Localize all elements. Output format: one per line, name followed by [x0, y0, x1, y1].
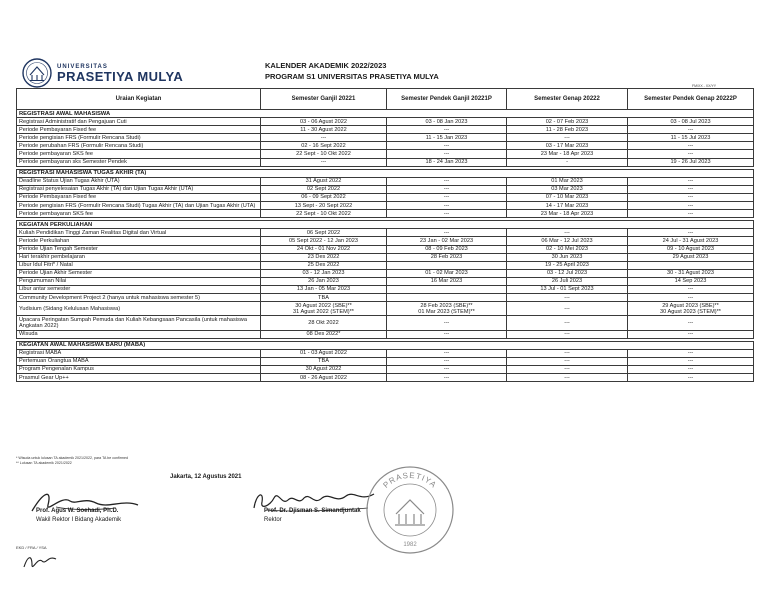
date-cell: 13 Sept - 20 Sept 2022 [261, 202, 387, 210]
table-row [17, 261, 754, 269]
section-title: KEGIATAN PERKULIAHAN [17, 221, 754, 229]
header-ganjil: Semester Ganjil 20221 [261, 89, 387, 110]
date-cell: 13 Jan - 05 Mar 2023 [261, 285, 387, 293]
paraf-initial-image [22, 551, 58, 573]
date-cell: 23 Mar - 18 Apr 2023 [507, 150, 628, 158]
date-cell: 28 Feb 2023 [387, 253, 507, 261]
date-cell: 03 - 06 Agust 2022 [261, 118, 387, 126]
title-line-1: KALENDER AKADEMIK 2022/2023 [265, 61, 387, 70]
date-cell [387, 294, 507, 302]
date-cell: 14 - 17 Mar 2023 [507, 202, 628, 210]
date-cell: --- [628, 349, 754, 357]
activity-cell: Periode pengisian FRS (Formulir Rencana Studi) Tugas Akhir (TA) dan Ujian Tugas Akhir (UTA) [17, 202, 261, 210]
date-cell: --- [387, 229, 507, 237]
table-row [17, 330, 754, 338]
date-cell: 19 - 25 April 2023 [507, 261, 628, 269]
date-cell: 01 - 02 Mar 2023 [387, 269, 507, 277]
date-cell: 11 - 30 Agust 2022 [261, 126, 387, 134]
date-cell: 11 - 28 Feb 2023 [507, 126, 628, 134]
date-cell: --- [387, 142, 507, 150]
date-cell: --- [507, 374, 628, 382]
date-cell: 26 Jan 2023 [261, 277, 387, 285]
date-cell: --- [628, 229, 754, 237]
date-cell: --- [628, 210, 754, 218]
document-title [265, 60, 439, 82]
section-header-row [17, 221, 754, 229]
date-cell: --- [387, 330, 507, 338]
signatory-left [36, 507, 121, 525]
date-cell: --- [628, 285, 754, 293]
table-row [17, 177, 754, 185]
activity-cell: Pertemuan Orangtua MABA [17, 357, 261, 365]
header-activity: Uraian Kegiatan [17, 89, 261, 110]
date-cell: 22 Sept - 10 Okt 2022 [261, 210, 387, 218]
activity-cell: Registrasi penyelesaian Tugas Akhir (TA) dan Ujian Tugas Akhir (UTA) [17, 185, 261, 193]
date-cell: 18 - 24 Jan 2023 [387, 158, 507, 166]
date-cell [628, 261, 754, 269]
table-row [17, 126, 754, 134]
date-cell: 29 Agust 2023 [628, 253, 754, 261]
table-row [17, 185, 754, 193]
academic-calendar-table [16, 88, 754, 382]
date-cell: --- [507, 357, 628, 365]
date-cell: 19 - 26 Jul 2023 [628, 158, 754, 166]
university-seal-stamp [364, 464, 456, 556]
date-cell: 30 - 31 Agust 2023 [628, 269, 754, 277]
table-row [17, 365, 754, 373]
date-cell: --- [387, 126, 507, 134]
activity-cell: Kuliah Pendidikan Tinggi Zaman Realitas Digital dan Virtual [17, 229, 261, 237]
activity-cell: Prasmul Gear Up++ [17, 374, 261, 382]
date-cell: 24 Jul - 31 Agust 2023 [628, 237, 754, 245]
table-row [17, 316, 754, 330]
date-cell: 23 Mar - 18 Apr 2023 [507, 210, 628, 218]
date-cell: 03 - 08 Jan 2023 [387, 118, 507, 126]
title-line-2: PROGRAM S1 UNIVERSITAS PRASETIYA MULYA [265, 72, 439, 81]
activity-cell: Wisuda [17, 330, 261, 338]
date-cell: --- [387, 374, 507, 382]
activity-cell: Periode pembayaran sks Semester Pendek [17, 158, 261, 166]
table-row [17, 134, 754, 142]
date-cell: 16 Mar 2023 [387, 277, 507, 285]
date-cell: 02 Sept 2022 [261, 185, 387, 193]
date-cell: --- [387, 365, 507, 373]
table-body [17, 110, 754, 382]
date-cell: 08 - 26 Agust 2022 [261, 374, 387, 382]
date-cell: --- [387, 150, 507, 158]
date-cell: --- [507, 349, 628, 357]
footnotes [16, 456, 128, 466]
table-row [17, 142, 754, 150]
date-cell: --- [261, 158, 387, 166]
date-cell: --- [507, 302, 628, 316]
table-row [17, 349, 754, 357]
date-cell: 06 Sept 2022 [261, 229, 387, 237]
activity-cell: Libur antar semester [17, 285, 261, 293]
date-cell: 02 - 10 Mei 2023 [507, 245, 628, 253]
header-pendek-ganjil: Semester Pendek Ganjil 20221P [387, 89, 507, 110]
activity-cell: Hari terakhir pembelajaran [17, 253, 261, 261]
date-cell: 02 - 16 Sept 2022 [261, 142, 387, 150]
date-cell: 03 - 12 Jan 2023 [261, 269, 387, 277]
date-cell: 05 Sept 2022 - 12 Jan 2023 [261, 237, 387, 245]
date-cell: --- [507, 330, 628, 338]
table-row [17, 150, 754, 158]
activity-cell: Periode pembayaran SKS fee [17, 150, 261, 158]
date-cell: 24 Okt - 01 Nov 2022 [261, 245, 387, 253]
activity-cell: Deadline Status Ujian Tugas Akhir (UTA) [17, 177, 261, 185]
table-row [17, 253, 754, 261]
signatory-left-name: Prof. Agus W. Soehadi, Ph.D. [36, 508, 119, 514]
date-cell: 28 Okt 2022 [261, 316, 387, 330]
date-cell: --- [628, 142, 754, 150]
date-cell: --- [628, 374, 754, 382]
date-cell: --- [507, 294, 628, 302]
logo-small-text: UNIVERSITAS [57, 63, 108, 70]
date-cell: 11 - 15 Jul 2023 [628, 134, 754, 142]
date-cell: TBA [261, 294, 387, 302]
date-cell: --- [628, 126, 754, 134]
date-cell: 31 Agust 2022 [261, 177, 387, 185]
activity-cell: Upacara Peringatan Sumpah Pemuda dan Kuliah Kebangsaan Pancasila (untuk mahasiswa Angkatan 2022) [17, 316, 261, 330]
table-row [17, 374, 754, 382]
logo-big-text: PRASETIYA MULYA [57, 68, 184, 84]
signatory-right [264, 507, 361, 525]
table-row [17, 269, 754, 277]
date-cell: --- [261, 134, 387, 142]
section-header-row [17, 341, 754, 349]
date-cell: --- [628, 330, 754, 338]
university-emblem-icon [22, 58, 52, 88]
date-cell: 22 Sept - 10 Okt 2022 [261, 150, 387, 158]
date-cell: --- [507, 134, 628, 142]
date-cell: --- [507, 316, 628, 330]
date-cell: 28 Feb 2023 (SBE)** 01 Mar 2023 (STEM)** [387, 302, 507, 316]
activity-cell: Yudisium (Sidang Kelulusan Mahasiswa) [17, 302, 261, 316]
date-cell: --- [507, 229, 628, 237]
date-cell: 03 - 17 Mar 2023 [507, 142, 628, 150]
date-cell: --- [507, 365, 628, 373]
date-cell: --- [387, 316, 507, 330]
date-cell: --- [628, 202, 754, 210]
activity-cell: Periode Pembayaran Fixed fee [17, 126, 261, 134]
date-cell: 01 Mar 2023 [507, 177, 628, 185]
document-code: FM/XX - XX/YY [692, 84, 717, 88]
table-row [17, 202, 754, 210]
date-cell: 03 - 08 Jul 2023 [628, 118, 754, 126]
table-row [17, 118, 754, 126]
section-title: KEGIATAN AWAL MAHASISWA BARU (MABA) [17, 341, 754, 349]
activity-cell: Periode Perkuliahan [17, 237, 261, 245]
date-cell: 03 - 12 Jul 2023 [507, 269, 628, 277]
seal-year: 1982 [403, 542, 417, 548]
date-cell: --- [387, 185, 507, 193]
date-cell: 06 - 09 Sept 2022 [261, 193, 387, 201]
footer-code: EKD / FRA / YSA [16, 545, 47, 550]
date-cell: 06 Mar - 12 Jul 2023 [507, 237, 628, 245]
svg-text:PRASETIYA: PRASETIYA [381, 470, 439, 490]
date-cell: 29 Agust 2023 (SBE)** 30 Agust 2023 (STEM)** [628, 302, 754, 316]
table-row [17, 245, 754, 253]
date-cell: --- [628, 150, 754, 158]
activity-cell: Periode Ujian Akhir Semester [17, 269, 261, 277]
activity-cell: Periode pengisian FRS (Formulir Rencana Studi) [17, 134, 261, 142]
section-title: REGISTRASI AWAL MAHASISWA [17, 110, 754, 118]
date-cell: --- [387, 202, 507, 210]
date-cell: 11 - 15 Jan 2023 [387, 134, 507, 142]
signatory-right-role: Rektor [264, 517, 282, 523]
date-cell: TBA [261, 357, 387, 365]
activity-cell: Registrasi Administratif dan Pengajuan Cuti [17, 118, 261, 126]
section-header-row [17, 169, 754, 177]
header-pendek-genap: Semester Pendek Genap 20222P [628, 89, 754, 110]
table-row [17, 294, 754, 302]
date-cell: --- [628, 316, 754, 330]
activity-cell: Periode perubahan FRS (Formulir Rencana Studi) [17, 142, 261, 150]
date-cell: 30 Agust 2022 [261, 365, 387, 373]
activity-cell: Program Pengenalan Kampus [17, 365, 261, 373]
date-cell: --- [628, 357, 754, 365]
footnote: ** Lulusan TA akademik 2021/2022 [16, 461, 72, 465]
date-cell: --- [387, 349, 507, 357]
university-logo [22, 58, 183, 88]
date-cell: 09 - 10 Agust 2023 [628, 245, 754, 253]
date-cell: 23 Des 2022 [261, 253, 387, 261]
date-cell: 13 Jul - 01 Sept 2023 [507, 285, 628, 293]
date-cell: --- [387, 210, 507, 218]
date-cell: --- [628, 193, 754, 201]
table-row [17, 302, 754, 316]
activity-cell: Libur Idul Fitri* / Natal [17, 261, 261, 269]
signatory-left-role: Wakil Rektor I Bidang Akademik [36, 517, 122, 523]
section-title: REGISTRASI MAHASISWA TUGAS AKHIR (TA) [17, 169, 754, 177]
date-cell: 14 Sep 2023 [628, 277, 754, 285]
table-row [17, 210, 754, 218]
date-cell: 03 Mar 2023 [507, 185, 628, 193]
activity-cell: Periode Ujian Tengah Semester [17, 245, 261, 253]
footnote: * Wisuda untuk lulusan TA akademik 2021/2022, para TA be confirmed [16, 456, 129, 460]
table-row [17, 277, 754, 285]
date-cell: 26 Juli 2023 [507, 277, 628, 285]
date-cell: --- [628, 177, 754, 185]
table-row [17, 237, 754, 245]
date-cell: 07 - 10 Mar 2023 [507, 193, 628, 201]
signatory-right-name: Prof. Dr. Djisman S. Simandjuntak [264, 508, 361, 514]
place-date: Jakarta, 12 Agustus 2021 [170, 474, 242, 480]
date-cell: 30 Agust 2022 (SBE)** 31 Agust 2022 (STEM)** [261, 302, 387, 316]
header-genap: Semester Genap 20222 [507, 89, 628, 110]
date-cell: --- [387, 177, 507, 185]
date-cell: --- [628, 185, 754, 193]
table-row [17, 229, 754, 237]
activity-cell: Community Development Project 2 (hanya untuk mahasiswa semester 5) [17, 294, 261, 302]
activity-cell: Registrasi MABA [17, 349, 261, 357]
activity-cell: Periode Pembayaran Fixed fee [17, 193, 261, 201]
date-cell: --- [387, 357, 507, 365]
table-row [17, 285, 754, 293]
date-cell: 25 Des 2022 [261, 261, 387, 269]
date-cell: - [507, 158, 628, 166]
table-row [17, 357, 754, 365]
date-cell: 08 Des 2022* [261, 330, 387, 338]
date-cell: 23 Jan - 02 Mar 2023 [387, 237, 507, 245]
date-cell: --- [628, 294, 754, 302]
date-cell: 08 - 09 Feb 2023 [387, 245, 507, 253]
date-cell: 30 Jun 2023 [507, 253, 628, 261]
date-cell [387, 261, 507, 269]
table-row [17, 193, 754, 201]
table-row [17, 158, 754, 166]
date-cell: 02 - 07 Feb 2023 [507, 118, 628, 126]
table-header-row [17, 89, 754, 110]
activity-cell: Pengumuman Nilai [17, 277, 261, 285]
date-cell [387, 285, 507, 293]
date-cell: 01 - 03 Agust 2022 [261, 349, 387, 357]
section-header-row [17, 110, 754, 118]
activity-cell: Periode pembayaran SKS fee [17, 210, 261, 218]
date-cell: --- [387, 193, 507, 201]
date-cell: --- [628, 365, 754, 373]
